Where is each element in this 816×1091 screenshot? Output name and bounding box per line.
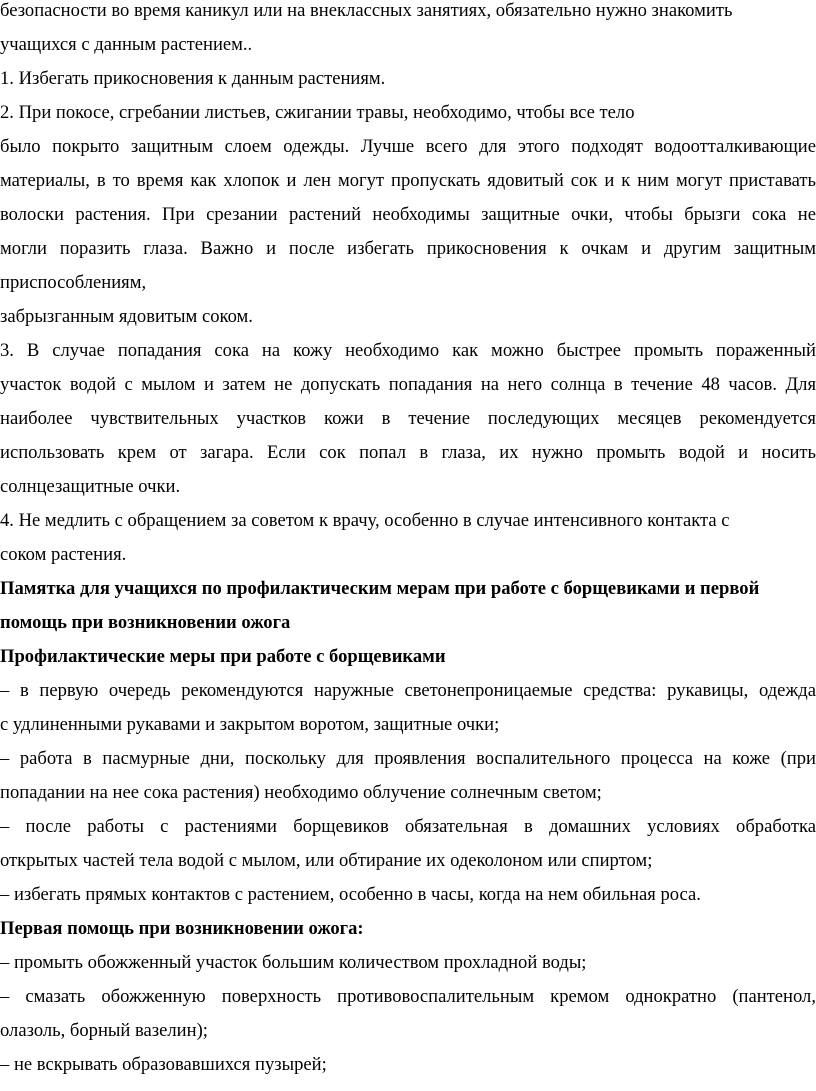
section-heading-first-aid: Первая помощь при возникновении ожога: — [0, 918, 364, 939]
text-line-14: использовать крем от загара. Если сок попал в глаза, их нужно промыть водой и носить — [0, 442, 816, 463]
first-aid-item-2: – смазать обожженную поверхность противовоспалительным кремом однократно (пантенол, — [0, 986, 816, 1007]
text-line-13: наиболее чувствительных участков кожи в течение последующих месяцев рекомендуется — [0, 408, 816, 429]
text-line-15: солнцезащитные очки. — [0, 476, 181, 497]
bullet-item-4: – избегать прямых контактов с растением, особенно в часы, когда на нем обильная роса. — [0, 884, 701, 905]
text-line-17: соком растения. — [0, 544, 127, 565]
text-line-9: приспособлениям, — [0, 272, 147, 293]
first-aid-item-1: – промыть обожженный участок большим количеством прохладной воды; — [0, 952, 587, 973]
list-item-4: 4. Не медлить с обращением за советом к врачу, особенно в случае интенсивного контакта с — [0, 510, 730, 531]
memo-title: Памятка для учащихся по профилактическим мерам при работе с борщевиками и первой — [0, 578, 760, 599]
text-line-5: было покрыто защитным слоем одежды. Лучше всего для этого подходят водоотталкивающие — [0, 136, 816, 157]
memo-title-cont: помощь при возникновении ожога — [0, 612, 291, 633]
list-item-3: 3. В случае попадания сока на кожу необходимо как можно быстрее промыть пораженный — [0, 340, 816, 361]
bullet-item-2-cont: попадании на нее сока растения) необходимо облучение солнечным светом; — [0, 782, 602, 803]
section-heading-prevention: Профилактические меры при работе с борщевиками — [0, 646, 446, 667]
bullet-item-2: – работа в пасмурные дни, поскольку для проявления воспалительного процесса на коже (при — [0, 748, 816, 769]
text-line-2: учащихся с данным растением.. — [0, 34, 253, 55]
bullet-item-1-cont: с удлиненными рукавами и закрытом воротом, защитные очки; — [0, 714, 500, 735]
first-aid-item-2-cont: олазоль, борный вазелин); — [0, 1020, 208, 1041]
bullet-item-3-cont: открытых частей тела водой с мылом, или обтирание их одеколоном или спиртом; — [0, 850, 653, 871]
bullet-item-3: – после работы с растениями борщевиков обязательная в домашних условиях обработка — [0, 816, 816, 837]
text-line-12: участок водой с мылом и затем не допускать попадания на него солнца в течение 48 часов. Для — [0, 374, 816, 395]
list-item-2: 2. При покосе, сгребании листьев, сжигании травы, необходимо, чтобы все тело — [0, 102, 635, 123]
first-aid-item-3: – не вскрывать образовавшихся пузырей; — [0, 1054, 327, 1075]
text-line-6: материалы, в то время как хлопок и лен могут пропускать ядовитый сок и к ним могут приставать — [0, 170, 816, 191]
text-line-7: волоски растения. При срезании растений необходимы защитные очки, чтобы брызги сока не — [0, 204, 816, 225]
text-line-1: безопасности во время каникул или на внеклассных занятиях, обязательно нужно знакомить — [0, 0, 733, 21]
text-line-10: забрызганным ядовитым соком. — [0, 306, 253, 327]
list-item-1: 1. Избегать прикосновения к данным растениям. — [0, 68, 386, 89]
bullet-item-1: – в первую очередь рекомендуются наружные светонепроницаемые средства: рукавицы, одежда — [0, 680, 816, 701]
text-line-8: могли поразить глаза. Важно и после избегать прикосновения к очкам и другим защитным — [0, 238, 816, 259]
